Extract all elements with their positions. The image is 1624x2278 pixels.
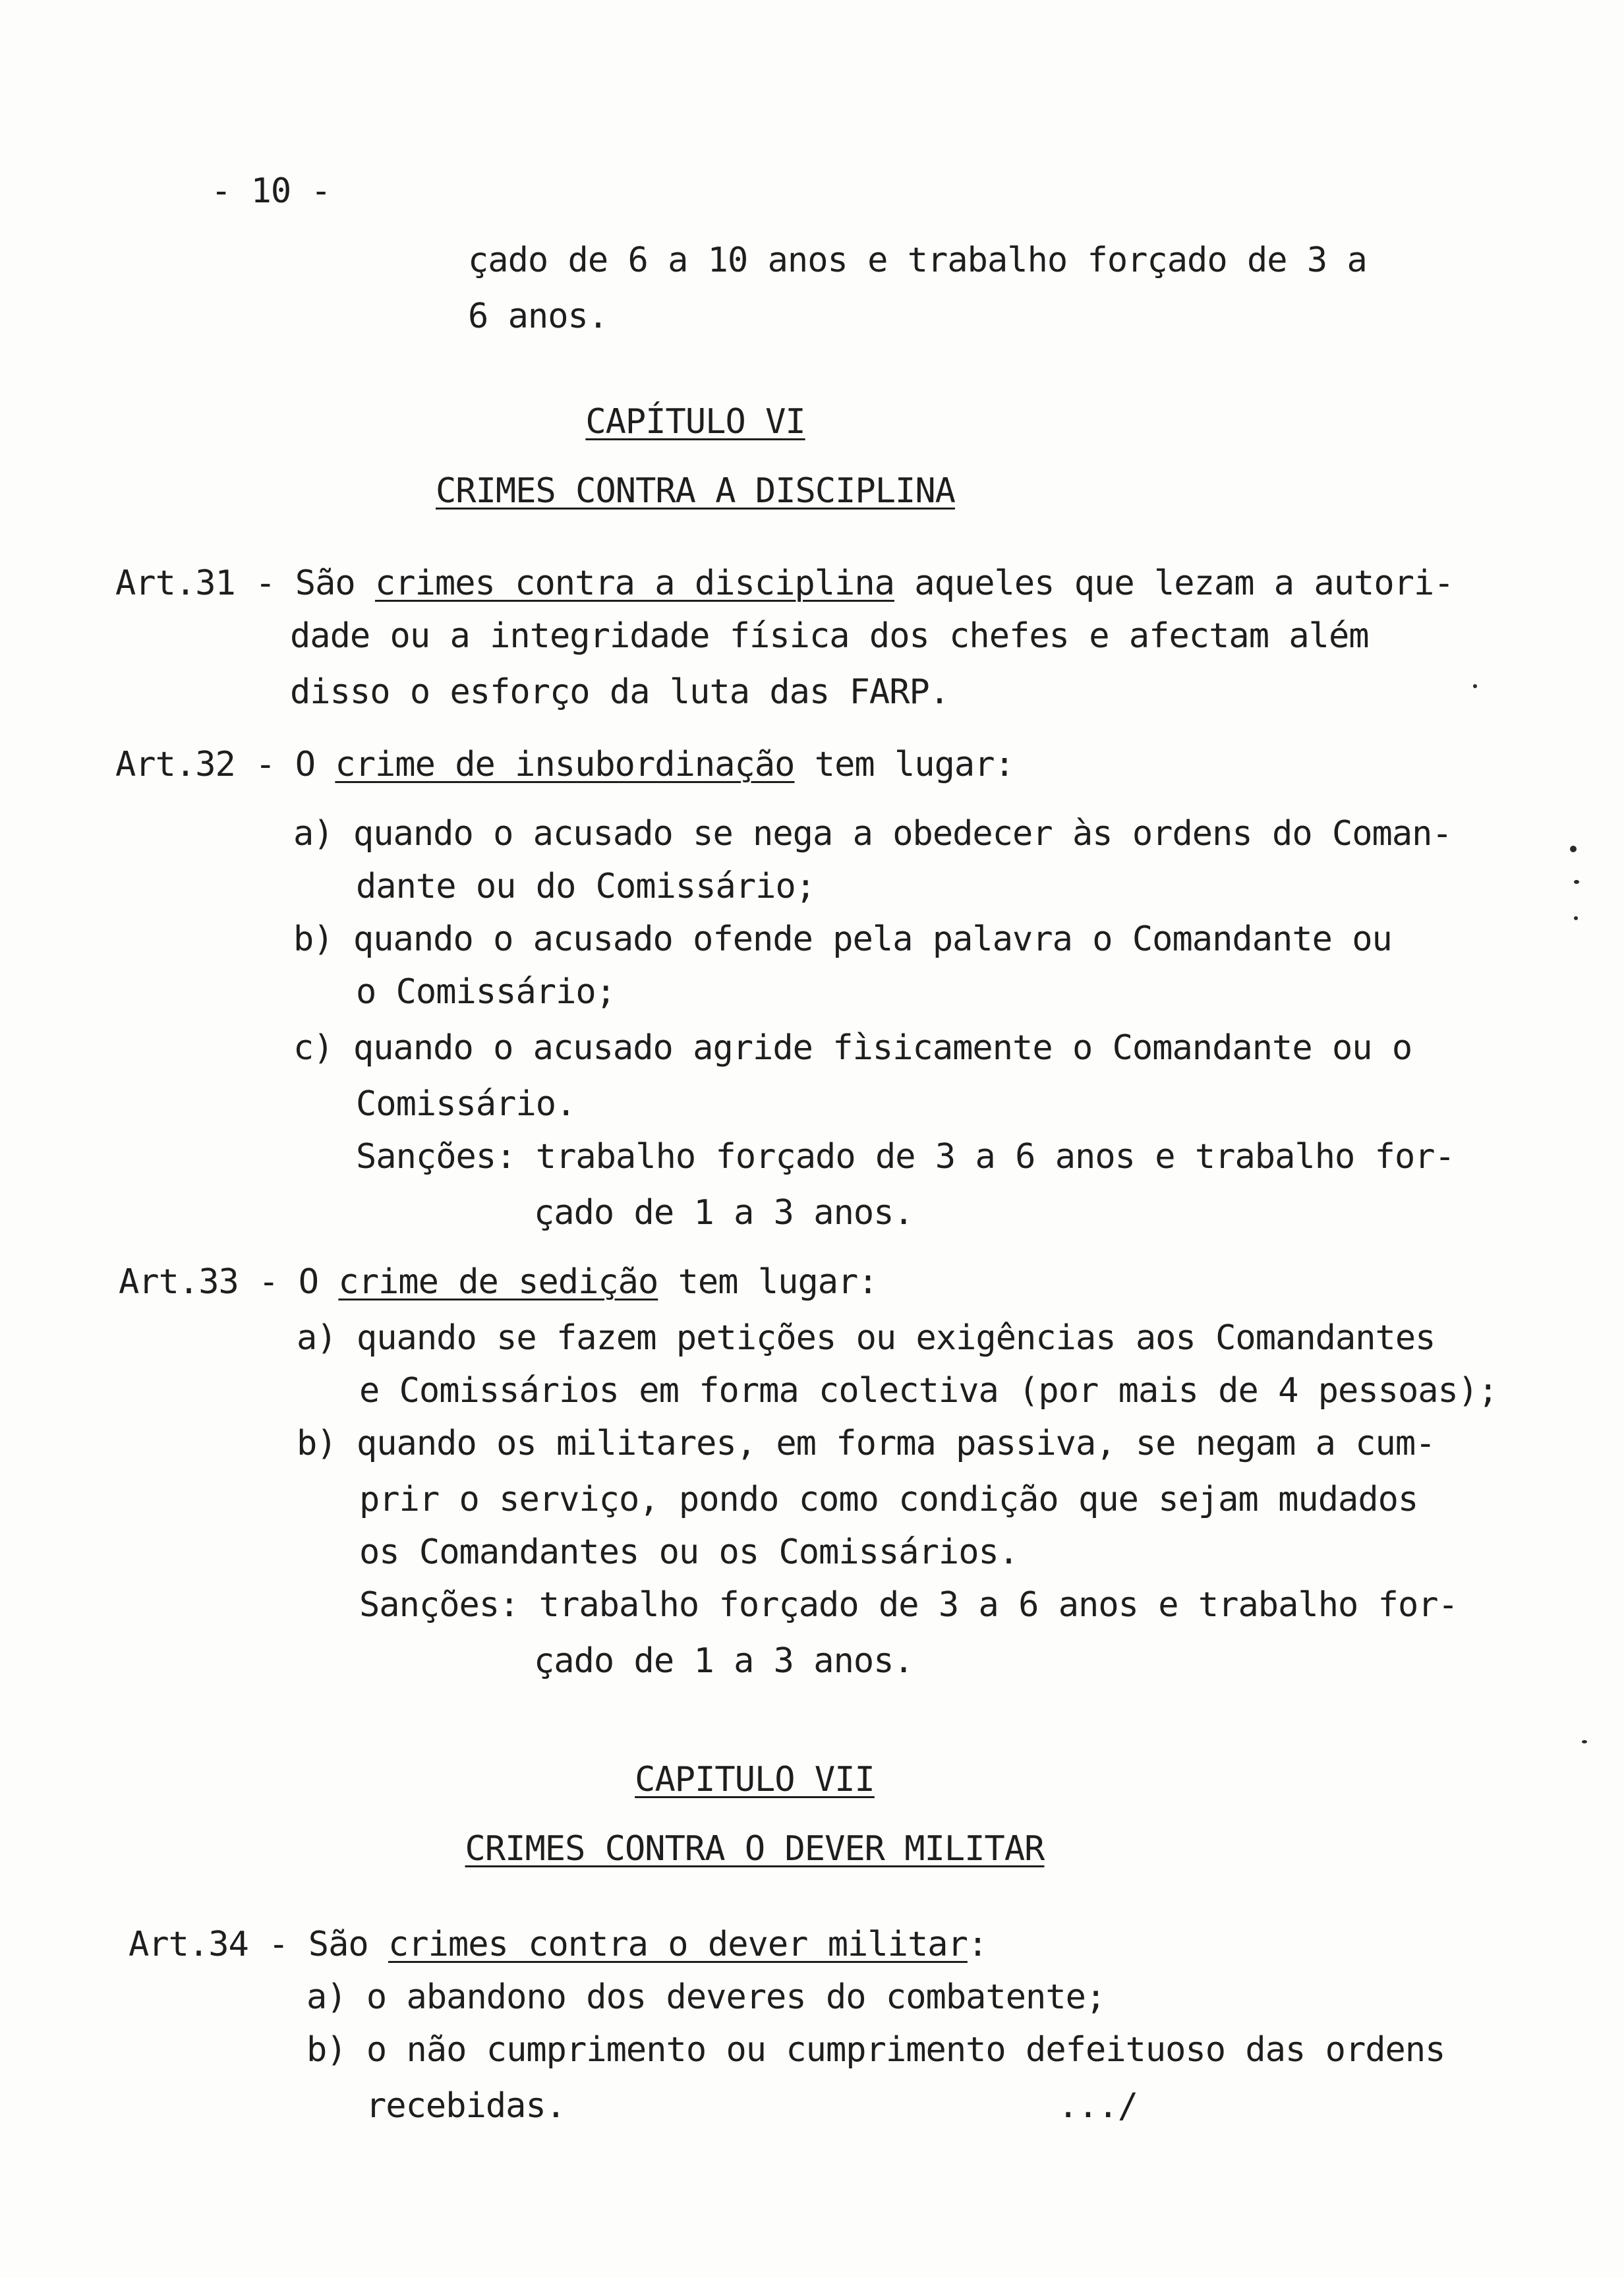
article-32-item-b-cont: o Comissário; [356, 972, 616, 1012]
article-term: crimes contra a disciplina [375, 564, 894, 603]
article-33-sanctions: Sanções: trabalho forçado de 3 a 6 anos e trabalho for- [359, 1585, 1458, 1625]
article-text: aqueles que lezam a autori- [894, 564, 1454, 603]
article-text: tem lugar: [658, 1262, 878, 1302]
article-33-item-a-cont: e Comissários em forma colectiva (por mais de 4 pessoas); [359, 1371, 1498, 1411]
article-34-item-a: a) o abandono dos deveres do combatente; [306, 1977, 1106, 2017]
article-32-sanctions-cont: çado de 1 a 3 anos. [534, 1193, 914, 1233]
article-text: : [967, 1925, 988, 1964]
article-label: Art.32 - [115, 745, 295, 784]
article-term: crime de insubordinação [335, 745, 795, 784]
chapter-6-title: CAPÍTULO VI [585, 402, 805, 442]
article-31-line-2: dade ou a integridade física dos chefes e afectam além [290, 616, 1369, 656]
continuation-mark: .../ [1058, 2086, 1138, 2126]
article-31-line-3: disso o esforço da luta das FARP. [290, 672, 950, 712]
article-33-item-b-cont-2: os Comandantes ou os Comissários. [359, 1533, 1019, 1572]
article-32-item-a: a) quando o acusado se nega a obedecer às ordens do Coman- [293, 814, 1452, 854]
article-34-item-b-cont: recebidas. [366, 2086, 566, 2126]
article-term: crime de sedição [338, 1262, 658, 1302]
article-intro: São [295, 564, 375, 603]
chapter-7-title: CAPITULO VII [635, 1760, 875, 1799]
article-label: Art.31 - [115, 564, 295, 603]
article-33-item-b-cont-1: prir o serviço, pondo como condição que sejam mudados [359, 1480, 1418, 1519]
scan-speck [1473, 684, 1477, 688]
chapter-7-subtitle: CRIMES CONTRA O DEVER MILITAR [465, 1829, 1045, 1869]
article-33-heading [119, 1262, 878, 1302]
article-32-item-c-cont: Comissário. [356, 1084, 576, 1124]
article-33-sanctions-cont: çado de 1 a 3 anos. [534, 1641, 914, 1681]
scan-speck [1574, 916, 1578, 920]
article-32-item-c: c) quando o acusado agride fìsicamente o Comandante ou o [293, 1028, 1412, 1068]
article-intro: O [295, 745, 335, 784]
article-text: tem lugar: [794, 745, 1014, 784]
scan-speck [1574, 880, 1579, 884]
article-34-heading [129, 1925, 987, 1964]
article-33-item-b: b) quando os militares, em forma passiva, se negam a cum- [297, 1424, 1436, 1463]
article-label: Art.34 - [129, 1925, 308, 1964]
chapter-6-subtitle: CRIMES CONTRA A DISCIPLINA [436, 471, 955, 511]
scan-speck [1582, 1740, 1587, 1743]
intro-line-2: 6 anos. [468, 297, 608, 336]
article-term: crimes contra o dever militar [388, 1925, 968, 1964]
article-31-heading [115, 564, 1454, 603]
article-32-item-a-cont: dante ou do Comissário; [356, 867, 816, 906]
article-34-item-b: b) o não cumprimento ou cumprimento defeituoso das ordens [306, 2030, 1445, 2070]
article-32-item-b: b) quando o acusado ofende pela palavra o Comandante ou [293, 920, 1392, 959]
article-label: Art.33 - [119, 1262, 299, 1302]
article-32-heading [115, 745, 1014, 784]
article-intro: São [308, 1925, 388, 1964]
scan-speck [1570, 846, 1577, 852]
article-intro: O [298, 1262, 339, 1302]
article-33-item-a: a) quando se fazem petições ou exigências aos Comandantes [297, 1318, 1436, 1358]
intro-line-1: çado de 6 a 10 anos e trabalho forçado de 3 a [468, 241, 1367, 280]
article-32-sanctions: Sanções: trabalho forçado de 3 a 6 anos e trabalho for- [356, 1137, 1455, 1177]
page-number: - 10 - [211, 171, 331, 211]
